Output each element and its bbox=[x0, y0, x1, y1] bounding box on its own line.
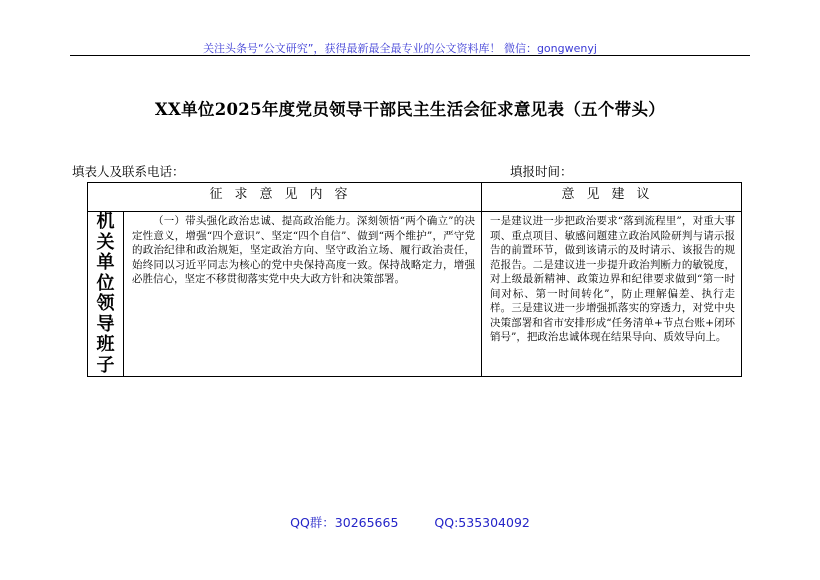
table-header-row bbox=[88, 183, 742, 212]
opinion-table bbox=[87, 182, 742, 377]
footer-qq: QQ:535304092 bbox=[434, 515, 530, 530]
suggestion-cell bbox=[482, 212, 742, 377]
time-label: 填报时间： bbox=[510, 164, 573, 179]
header-divider bbox=[70, 55, 750, 56]
group-label: 机关单位领导班子 bbox=[96, 211, 115, 376]
contact-label: 填表人及联系电话： bbox=[72, 164, 185, 179]
header-content: 征求意见内容 bbox=[88, 183, 482, 212]
document-title: XX单位2025年度党员领导干部民主生活会征求意见表（五个带头） bbox=[154, 100, 666, 119]
header-suggestion: 意见建议 bbox=[482, 183, 742, 212]
group-cell bbox=[88, 212, 124, 377]
header-note: 关注头条号“公文研究”，获得最新最全最专业的公文资料库！ 微信：gongwenyj bbox=[203, 42, 597, 55]
suggestion-text: 一是建议进一步把政治要求“落到流程里”，对重大事项、重点项目、敏感问题建立政治风险研判与请示报告的前置环节，做到该请示的及时请示、该报告的规范报告。二是建议进一步提升政治判断力的敏锐度，对上级最新精神、政策边界和纪律要求做到“第一时间对标、第一时间转化”，防止理解偏差、执行走样。三是建议进一步增强抓落实的穿透力，对党中央决策部署和省市安排形成“任务清单+节点台账+闭环销号”，把政治忠诚体现在结果导向、质效导向上。 bbox=[490, 215, 736, 343]
table-row bbox=[88, 212, 742, 377]
content-text: （一）带头强化政治忠诚、提高政治能力。深刻领悟“两个确立”的决定性意义，增强“四个意识”、坚定“四个自信”、做到“两个维护”，严守党的政治纪律和政治规矩，坚定政治方向、坚守政治立场、履行政治责任，始终同以习近平同志为核心的党中央保持高度一致。保持战略定力，增强必胜信心，坚定不移贯彻落实党中央大政方针和决策部署。 bbox=[132, 215, 476, 285]
footer bbox=[0, 513, 820, 531]
content-cell bbox=[124, 212, 482, 377]
footer-qq-group: QQ群：30265665 bbox=[290, 515, 399, 530]
